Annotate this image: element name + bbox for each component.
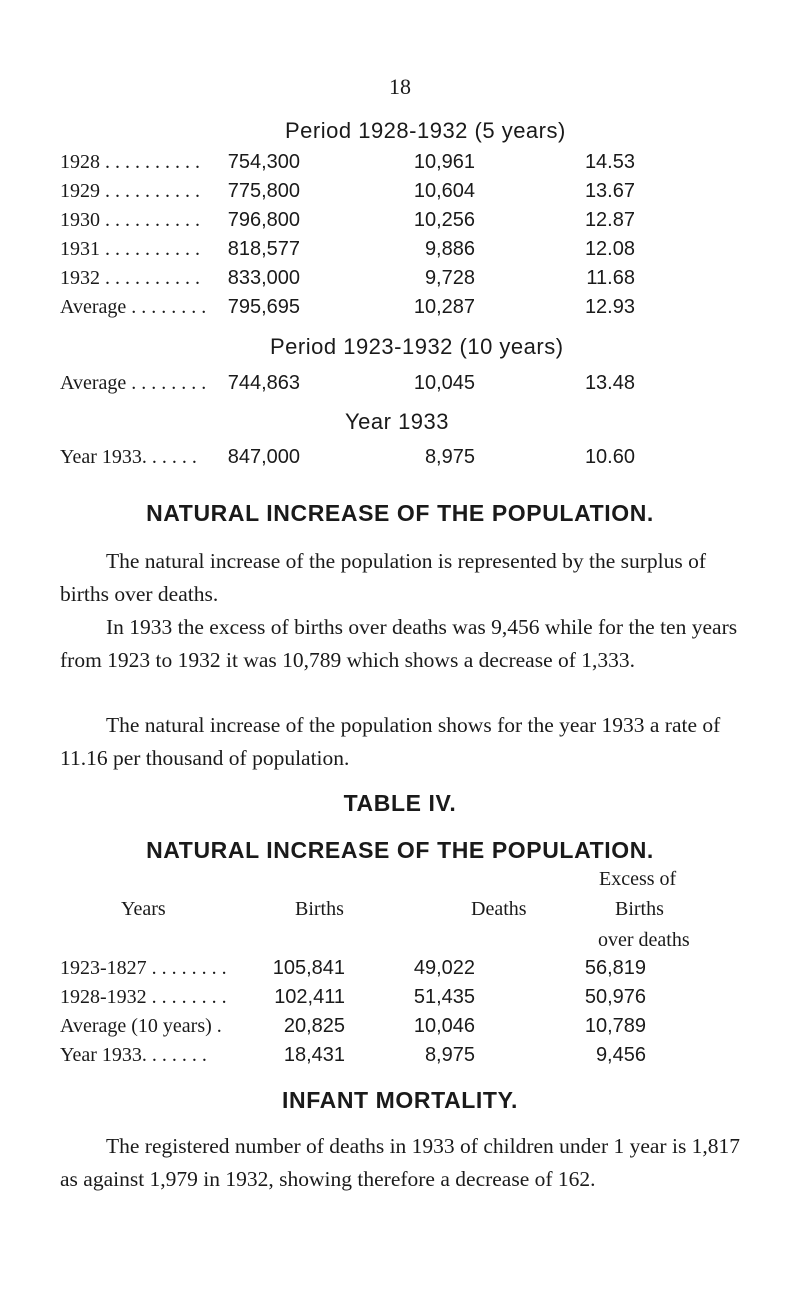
- column-header-excess-line2: Births: [615, 898, 664, 920]
- period-header-1933: Year 1933: [345, 409, 450, 434]
- table-cell-rate: 11.68: [586, 267, 635, 289]
- table-cell-rate: 13.67: [584, 180, 635, 202]
- table-cell-rate: 10.60: [584, 446, 635, 468]
- table-subtitle: NATURAL INCREASE OF THE POPULATION.: [146, 837, 654, 863]
- page-number: 18: [389, 74, 411, 99]
- table-cell-deaths: 8,975: [424, 446, 475, 468]
- table-cell-deaths: 49,022: [413, 957, 475, 979]
- table-cell-excess: 50,976: [584, 986, 646, 1008]
- table-row-label: Average (10 years) .: [60, 1015, 222, 1037]
- table-row-label: 1932 . . . . . . . . . .: [60, 267, 200, 289]
- paragraph: The registered number of deaths in 1933 of children under 1 year is 1,817 as against 1,979 in 1932, showing therefore a decrease of 162.: [60, 1134, 741, 1191]
- paragraph: The natural increase of the population shows for the year 1933 a rate of 11.16 per thousand of population.: [60, 713, 721, 770]
- table-row-label: 1930 . . . . . . . . . .: [60, 209, 200, 231]
- period-header-1923-1932: Period 1923-1932 (10 years): [270, 334, 564, 359]
- table-row-label: Year 1933. . . . . . .: [60, 1044, 207, 1066]
- table-cell-deaths: 8,975: [424, 1044, 475, 1066]
- table-row-label: 1923-1827 . . . . . . . .: [60, 957, 227, 979]
- section-heading-infant-mortality: INFANT MORTALITY.: [282, 1087, 518, 1113]
- period-header-1928-1932: Period 1928-1932 (5 years): [285, 118, 566, 143]
- column-header-excess-line3: over deaths: [598, 929, 690, 951]
- table-cell-deaths: 9,886: [424, 238, 475, 260]
- table-cell-population: 754,300: [227, 151, 300, 173]
- table-cell-births: 18,431: [283, 1044, 345, 1066]
- table-cell-deaths: 9,728: [424, 267, 475, 289]
- table-cell-population: 847,000: [227, 446, 300, 468]
- table-cell-excess: 9,456: [595, 1044, 646, 1066]
- table-cell-deaths: 10,604: [413, 180, 475, 202]
- table-cell-population: 818,577: [227, 238, 300, 260]
- table-row-label: 1928 . . . . . . . . . .: [60, 151, 200, 173]
- column-header-excess-line1: Excess of: [599, 868, 677, 890]
- table-cell-rate: 12.93: [584, 296, 635, 318]
- table-row-label: Average . . . . . . . .: [60, 296, 207, 318]
- table-cell-population: 833,000: [227, 267, 300, 289]
- table-cell-rate: 12.08: [584, 238, 635, 260]
- column-header-deaths: Deaths: [471, 898, 527, 920]
- table-cell-deaths: 51,435: [413, 986, 475, 1008]
- table-cell-excess: 10,789: [584, 1015, 646, 1037]
- table-cell-births: 102,411: [274, 986, 345, 1008]
- table-row-label: Average . . . . . . . .: [60, 372, 207, 394]
- table-cell-rate: 13.48: [584, 372, 635, 394]
- table-row-label: 1929 . . . . . . . . . .: [60, 180, 200, 202]
- table-cell-population: 775,800: [227, 180, 300, 202]
- table-cell-population: 744,863: [227, 372, 300, 394]
- table-cell-deaths: 10,046: [413, 1015, 475, 1037]
- column-header-births: Births: [295, 898, 344, 920]
- table-cell-deaths: 10,256: [413, 209, 475, 231]
- table-cell-births: 20,825: [283, 1015, 345, 1037]
- table-cell-rate: 14.53: [584, 151, 635, 173]
- paragraph: The natural increase of the population is represented by the surplus of births over deaths.: [60, 549, 707, 606]
- table-cell-deaths: 10,961: [413, 151, 475, 173]
- table-row-label: 1928-1932 . . . . . . . .: [60, 986, 227, 1008]
- section-heading-natural-increase: NATURAL INCREASE OF THE POPULATION.: [146, 500, 654, 526]
- paragraph: In 1933 the excess of births over deaths was 9,456 while for the ten years from 1923 to 1932 it was 10,789 which shows a decrease of 1,333.: [60, 615, 738, 672]
- table-cell-deaths: 10,287: [413, 296, 475, 318]
- table-cell-population: 795,695: [227, 296, 300, 318]
- table-title: TABLE IV.: [343, 790, 457, 816]
- table-cell-births: 105,841: [272, 957, 345, 979]
- table-cell-population: 796,800: [227, 209, 300, 231]
- table-cell-deaths: 10,045: [413, 372, 475, 394]
- table-cell-excess: 56,819: [584, 957, 646, 979]
- table-row-label: Year 1933. . . . . .: [60, 446, 197, 468]
- table-row-label: 1931 . . . . . . . . . .: [60, 238, 200, 260]
- table-cell-rate: 12.87: [584, 209, 635, 231]
- column-header-years: Years: [121, 898, 166, 920]
